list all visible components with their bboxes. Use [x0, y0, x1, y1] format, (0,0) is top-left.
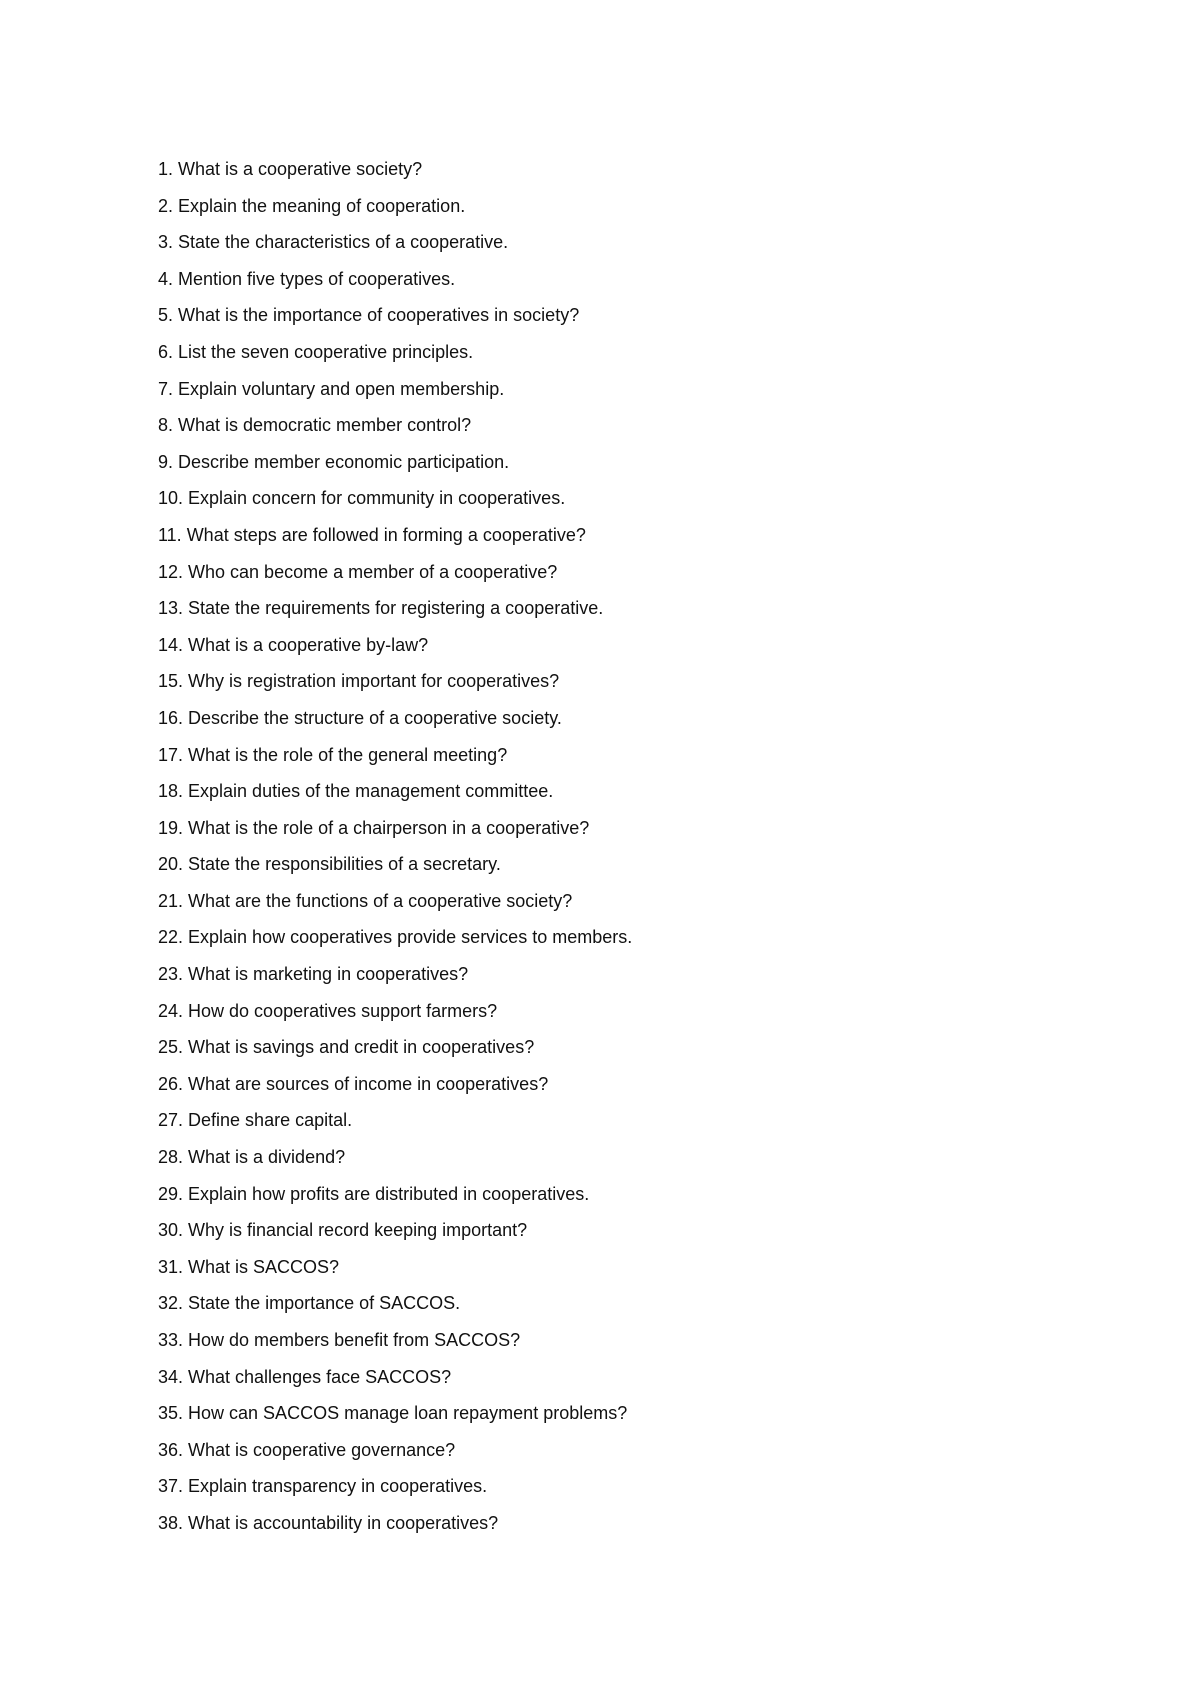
question-item: 17. What is the role of the general meeting? — [158, 744, 508, 765]
question-item: 9. Describe member economic participation. — [158, 451, 510, 472]
question-item: 29. Explain how profits are distributed in cooperatives. — [158, 1183, 590, 1204]
question-item: 2. Explain the meaning of cooperation. — [158, 195, 466, 216]
question-list — [158, 159, 632, 1550]
question-item: 20. State the responsibilities of a secretary. — [158, 854, 501, 875]
question-item: 36. What is cooperative governance? — [158, 1439, 456, 1460]
question-item: 15. Why is registration important for cooperatives? — [158, 671, 560, 692]
question-item: 24. How do cooperatives support farmers? — [158, 1000, 498, 1021]
question-item: 11. What steps are followed in forming a cooperative? — [158, 524, 586, 545]
question-item: 26. What are sources of income in cooperatives? — [158, 1073, 549, 1094]
question-item: 3. State the characteristics of a cooperative. — [158, 232, 509, 253]
question-item: 37. Explain transparency in cooperatives. — [158, 1476, 488, 1497]
question-item: 38. What is accountability in cooperatives? — [158, 1512, 499, 1533]
question-item: 23. What is marketing in cooperatives? — [158, 964, 469, 985]
question-item: 6. List the seven cooperative principles. — [158, 341, 474, 362]
question-item: 25. What is savings and credit in cooperatives? — [158, 1037, 535, 1058]
question-item: 5. What is the importance of cooperatives in society? — [158, 305, 580, 326]
question-item: 30. Why is financial record keeping important? — [158, 1220, 528, 1241]
question-item: 7. Explain voluntary and open membership. — [158, 378, 505, 399]
question-item: 27. Define share capital. — [158, 1110, 353, 1131]
question-item: 32. State the importance of SACCOS. — [158, 1293, 461, 1314]
question-item: 14. What is a cooperative by-law? — [158, 634, 429, 655]
question-item: 28. What is a dividend? — [158, 1147, 346, 1168]
question-item: 19. What is the role of a chairperson in a cooperative? — [158, 817, 590, 838]
question-item: 8. What is democratic member control? — [158, 415, 472, 436]
question-item: 31. What is SACCOS? — [158, 1256, 340, 1277]
question-item: 18. Explain duties of the management committee. — [158, 781, 554, 802]
question-item: 22. Explain how cooperatives provide services to members. — [158, 927, 633, 948]
question-item: 1. What is a cooperative society? — [158, 159, 423, 179]
question-item: 35. How can SACCOS manage loan repayment problems? — [158, 1403, 628, 1424]
question-item: 16. Describe the structure of a cooperative society. — [158, 707, 562, 728]
question-item: 4. Mention five types of cooperatives. — [158, 268, 456, 289]
question-item: 13. State the requirements for registering a cooperative. — [158, 598, 604, 619]
question-item: 21. What are the functions of a cooperative society? — [158, 890, 573, 911]
question-item: 10. Explain concern for community in cooperatives. — [158, 488, 566, 509]
question-item: 33. How do members benefit from SACCOS? — [158, 1330, 521, 1350]
question-item: 34. What challenges face SACCOS? — [158, 1366, 452, 1387]
question-item: 12. Who can become a member of a cooperative? — [158, 561, 558, 582]
